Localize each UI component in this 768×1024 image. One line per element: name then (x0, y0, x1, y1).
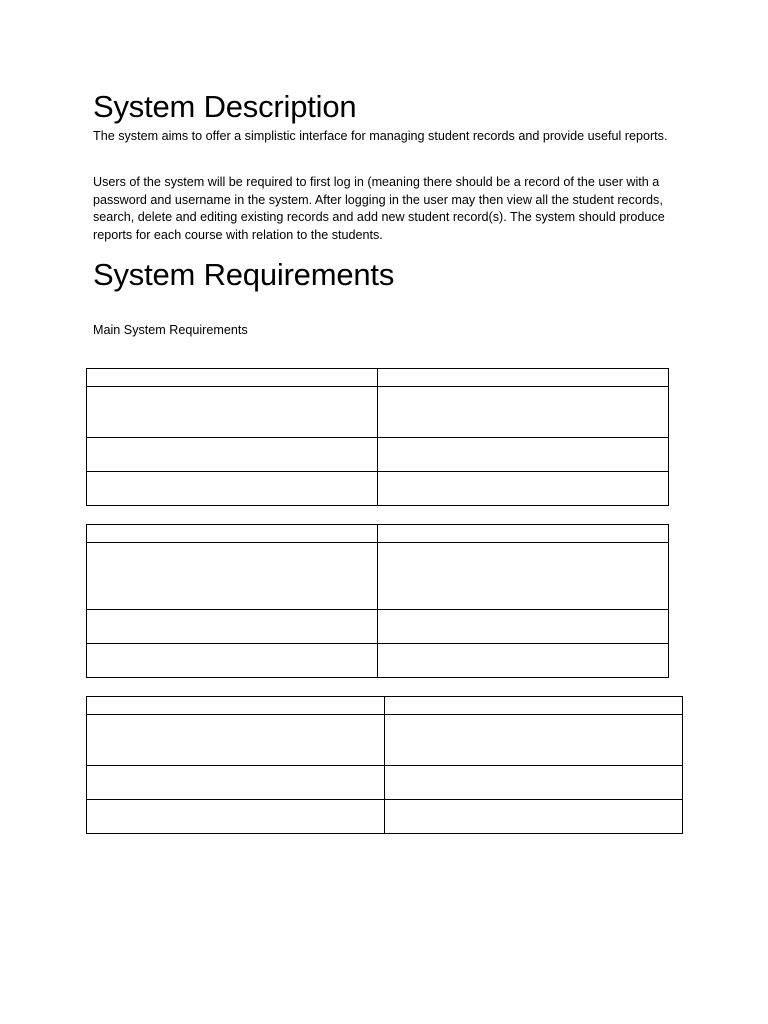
table-row (87, 800, 683, 834)
table-row (87, 766, 683, 800)
table-cell (87, 715, 385, 766)
table-cell (87, 438, 378, 472)
table-cell (378, 543, 669, 610)
table-cell (87, 543, 378, 610)
requirements-table-2 (86, 524, 669, 678)
requirements-table-3 (86, 696, 683, 834)
table-cell (378, 610, 669, 644)
table-cell (87, 369, 378, 387)
table-row (87, 472, 669, 506)
table-cell (378, 525, 669, 543)
table-cell (378, 369, 669, 387)
table-cell (87, 610, 378, 644)
description-paragraph-1: The system aims to offer a simplistic interface for managing student records and provide useful reports. (93, 129, 668, 143)
table-cell (378, 387, 669, 438)
table-cell (87, 766, 385, 800)
table-cell (378, 472, 669, 506)
table-row (87, 644, 669, 678)
table-row (87, 715, 683, 766)
section-heading-system-description: System Description (93, 89, 357, 124)
table-cell (87, 472, 378, 506)
table-cell (385, 766, 683, 800)
table-header-row (87, 525, 669, 543)
table-cell (385, 800, 683, 834)
table-cell (385, 697, 683, 715)
section-heading-system-requirements: System Requirements (93, 257, 395, 292)
table-cell (87, 800, 385, 834)
table-header-row (87, 369, 669, 387)
table-cell (87, 387, 378, 438)
table-row (87, 387, 669, 438)
table-header-row (87, 697, 683, 715)
table-cell (378, 644, 669, 678)
main-requirements-label: Main System Requirements (93, 323, 248, 337)
requirements-table-1 (86, 368, 669, 506)
table-row (87, 543, 669, 610)
table-cell (378, 438, 669, 472)
description-paragraph-2: Users of the system will be required to first log in (meaning there should be a record of the user with a password and username in the system. After logging in the user may then view all the student records, search, delete and editing existing records and add new student record(s). The system should produce reports for each course with relation to the students. (93, 175, 665, 242)
table-cell (87, 697, 385, 715)
table-cell (87, 644, 378, 678)
table-row (87, 610, 669, 644)
table-cell (385, 715, 683, 766)
table-row (87, 438, 669, 472)
table-cell (87, 525, 378, 543)
